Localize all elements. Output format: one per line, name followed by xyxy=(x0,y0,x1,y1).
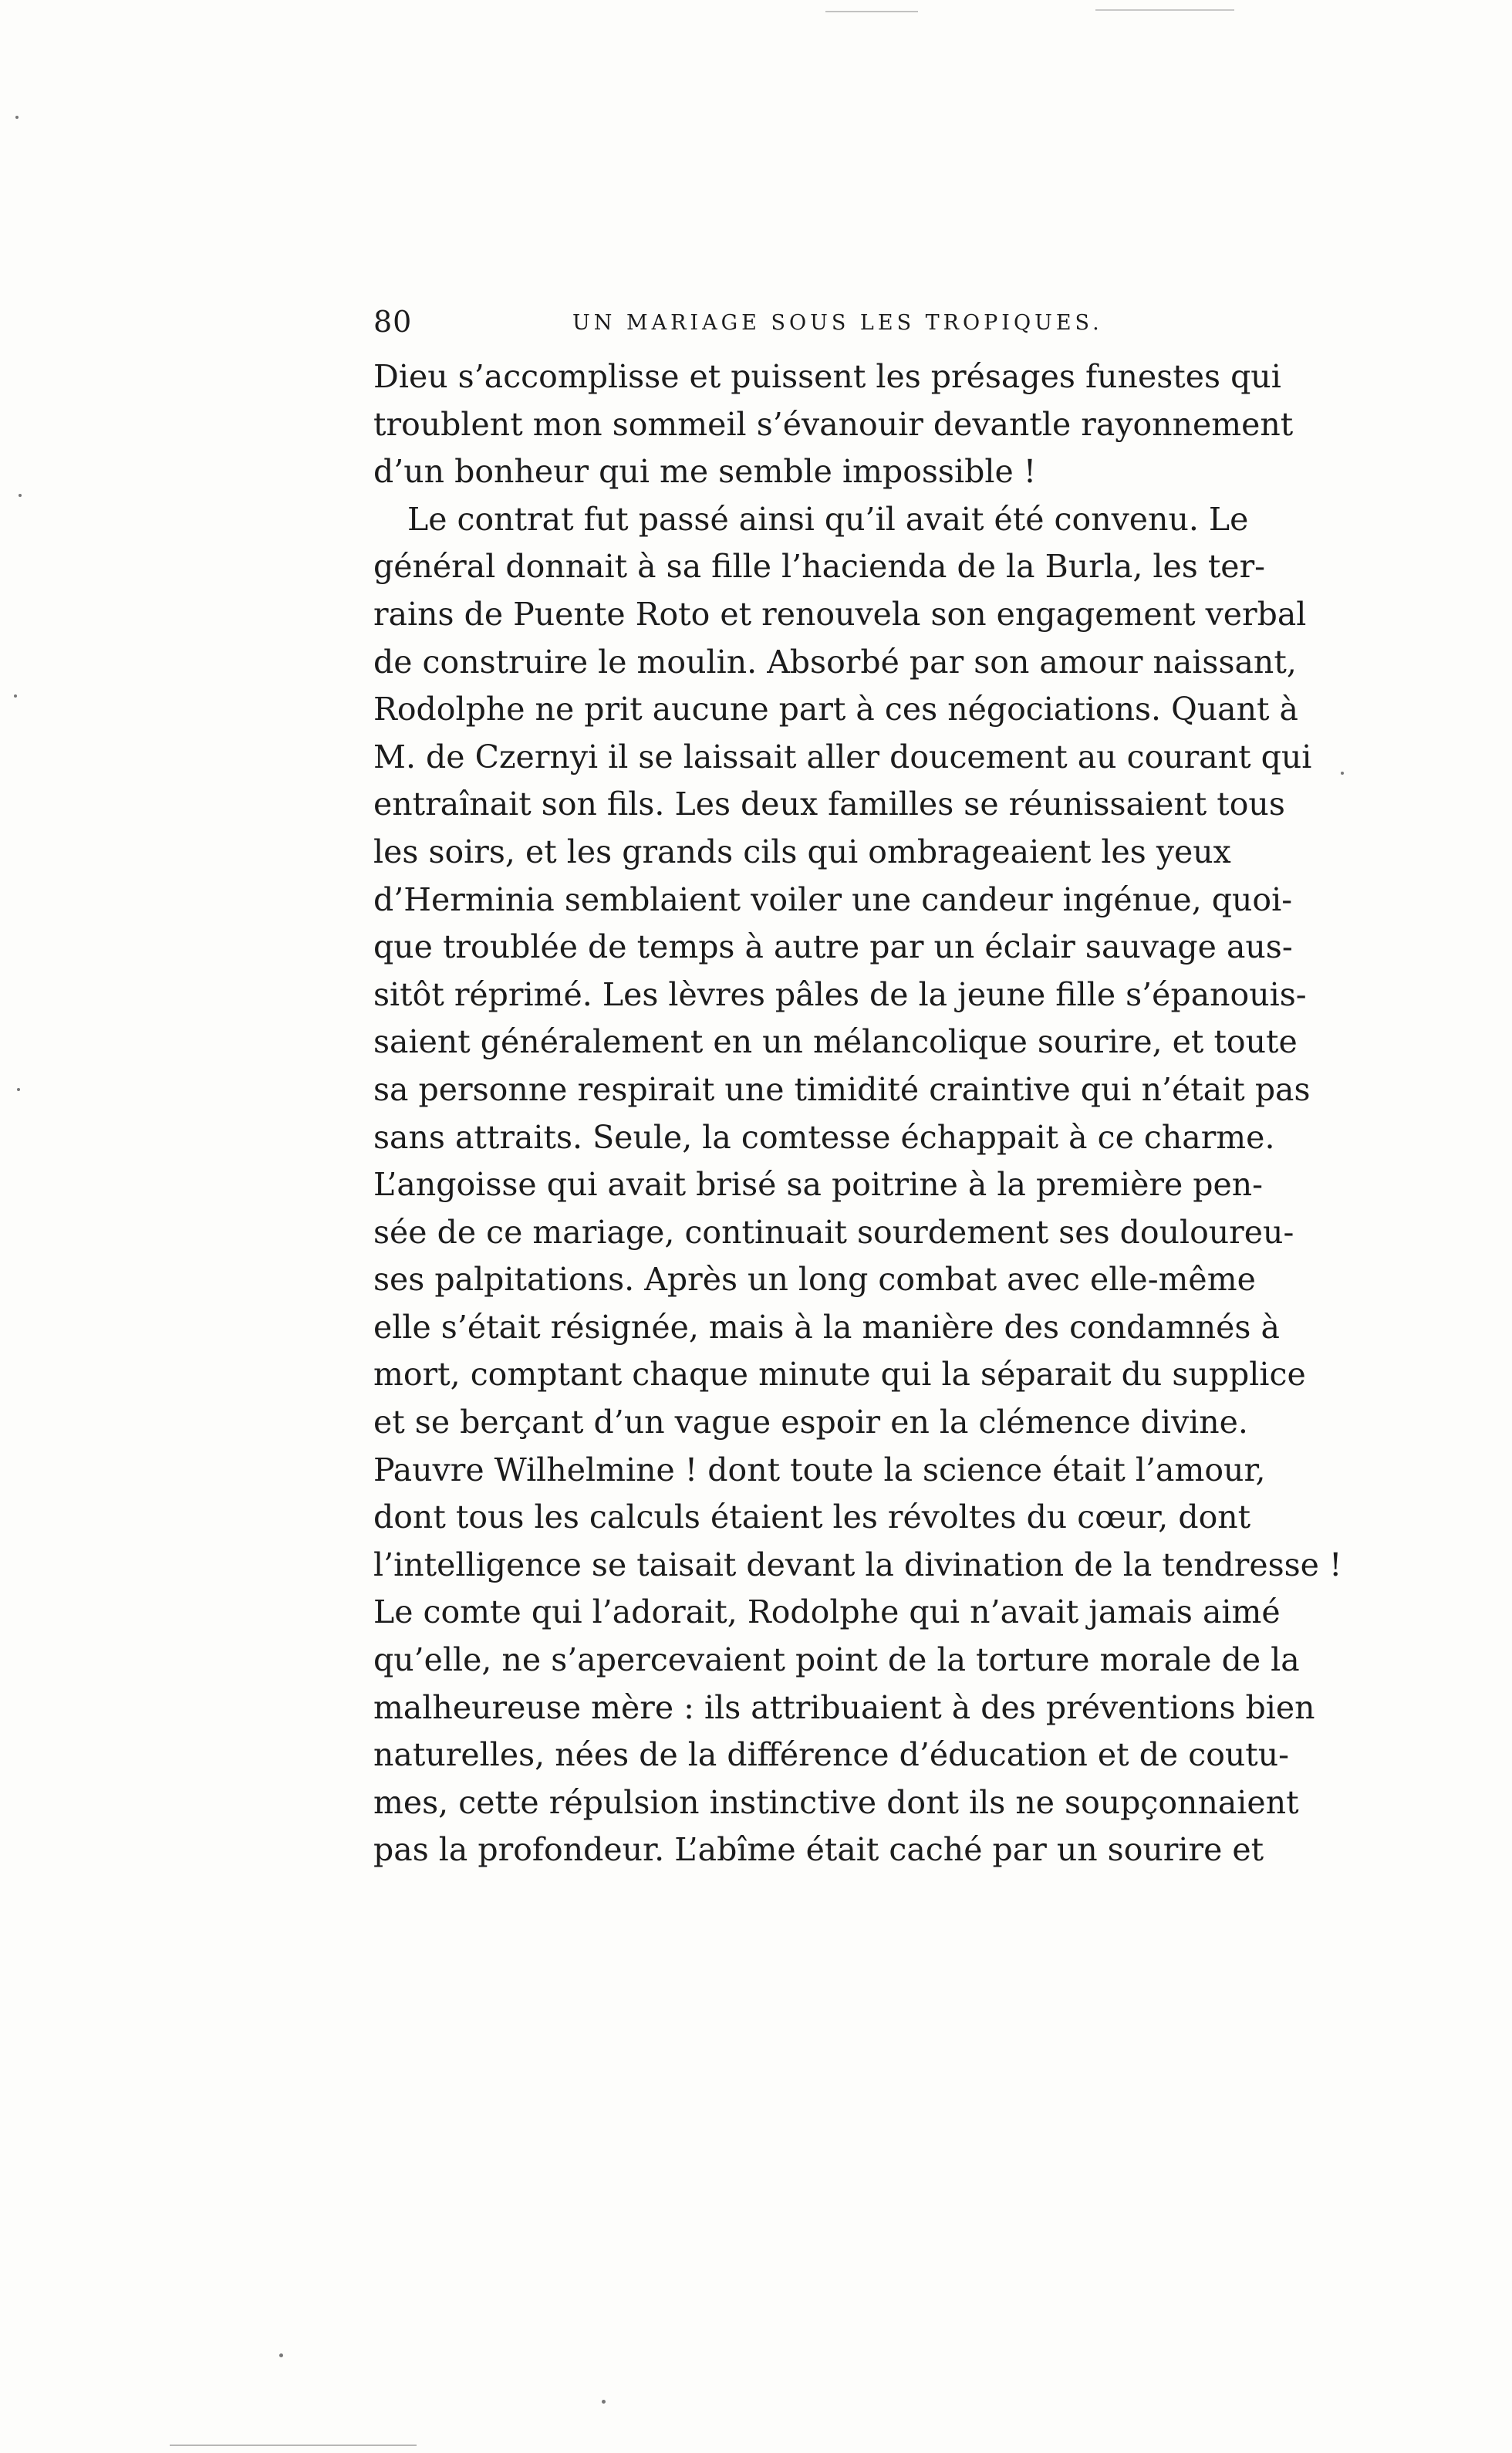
text-line: entraînait son fils. Les deux familles se réunissaient tous xyxy=(373,786,1285,823)
page-number: 80 xyxy=(373,305,413,339)
text-line: sa personne respirait une timidité craintive qui n’était pas xyxy=(373,1070,1311,1108)
text-line: d’un bonheur qui me semble impossible ! xyxy=(373,453,1037,491)
scan-speck xyxy=(17,1088,20,1091)
text-line: sans attraits. Seule, la comtesse échappait à ce charme. xyxy=(373,1118,1275,1156)
page-header xyxy=(373,296,1222,342)
text-line: saient généralement en un mélancolique sourire, et toute xyxy=(373,1023,1298,1061)
scan-mark xyxy=(825,11,918,12)
text-line: M. de Czernyi il se laissait aller doucement au courant qui xyxy=(373,738,1312,775)
text-line: de construire le moulin. Absorbé par son amour naissant, xyxy=(373,643,1297,681)
text-line: Le contrat fut passé ainsi qu’il avait été convenu. Le xyxy=(407,500,1249,538)
text-line: Le comte qui l’adorait, Rodolphe qui n’avait jamais aimé xyxy=(373,1593,1281,1631)
text-line: général donnait à sa fille l’hacienda de la Burla, les ter- xyxy=(373,548,1266,586)
text-line: Dieu s’accomplisse et puissent les présages funestes qui xyxy=(373,358,1281,395)
scan-speck xyxy=(19,494,22,497)
text-line: mes, cette répulsion instinctive dont ils ne soupçonnaient xyxy=(373,1783,1299,1821)
text-line: et se berçant d’un vague espoir en la clémence divine. xyxy=(373,1404,1248,1441)
text-line: L’angoisse qui avait brisé sa poitrine à la première pen- xyxy=(373,1166,1264,1204)
scan-speck xyxy=(602,2400,606,2404)
text-line: les soirs, et les grands cils qui ombrageaient les yeux xyxy=(373,833,1231,870)
text-line: qu’elle, ne s’apercevaient point de la torture morale de la xyxy=(373,1641,1300,1679)
text-line: naturelles, nées de la différence d’éducation et de coutu- xyxy=(373,1736,1290,1774)
text-line: Pauvre Wilhelmine ! dont toute la science était l’amour, xyxy=(373,1451,1266,1488)
text-line: pas la profondeur. L’abîme était caché par un sourire et xyxy=(373,1831,1264,1869)
scan-speck xyxy=(15,116,19,119)
text-line: l’intelligence se taisait devant la divination de la tendresse ! xyxy=(373,1546,1342,1583)
text-line: d’Herminia semblaient voiler une candeur ingénue, quoi- xyxy=(373,880,1293,918)
text-line: sitôt réprimé. Les lèvres pâles de la jeune fille s’épanouis- xyxy=(373,975,1307,1013)
text-line: que troublée de temps à autre par un éclair sauvage aus- xyxy=(373,928,1293,966)
text-line: rains de Puente Roto et renouvela son engagement verbal xyxy=(373,595,1307,633)
text-line: elle s’était résignée, mais à la manière des condamnés à xyxy=(373,1308,1280,1346)
scan-speck xyxy=(14,694,17,698)
text-line: Rodolphe ne prit aucune part à ces négociations. Quant à xyxy=(373,691,1298,728)
text-line: troublent mon sommeil s’évanouir devantle rayonnement xyxy=(373,405,1294,443)
text-line: dont tous les calculs étaient les révoltes du cœur, dont xyxy=(373,1498,1251,1536)
body-text xyxy=(373,353,1342,1874)
scan-speck xyxy=(279,2353,283,2357)
scan-mark xyxy=(1095,9,1234,11)
text-line: sée de ce mariage, continuait sourdement ses douloureu- xyxy=(373,1213,1294,1251)
scan-mark xyxy=(170,2445,417,2446)
running-title: UN MARIAGE SOUS LES TROPIQUES. xyxy=(572,311,1103,335)
text-line: ses palpitations. Après un long combat avec elle-même xyxy=(373,1261,1256,1299)
text-line: mort, comptant chaque minute qui la séparait du supplice xyxy=(373,1356,1306,1394)
scan-speck xyxy=(1341,772,1344,775)
text-line: malheureuse mère : ils attribuaient à des préventions bien xyxy=(373,1688,1315,1726)
